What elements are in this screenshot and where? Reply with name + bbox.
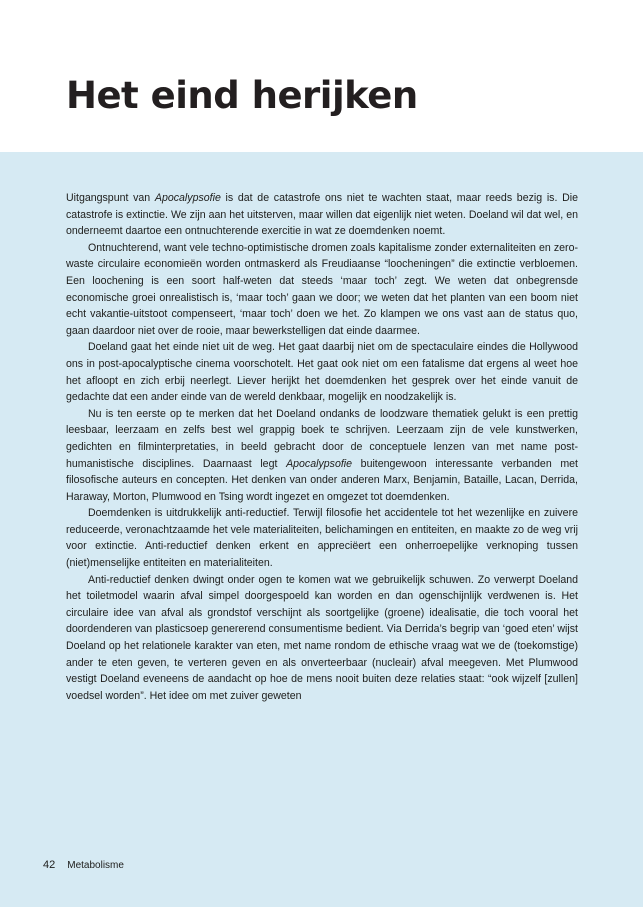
- italic-title: Apocalypsofie: [286, 457, 353, 470]
- body-band: [0, 152, 643, 907]
- title-band: [0, 0, 643, 152]
- page-title: Het eind herijken: [66, 74, 418, 117]
- body-paragraph: Ontnuchterend, want vele techno-optimistische dromen zoals kapitalisme zonder externaliteiten en zero-waste circulaire economieën worden ontmaskerd als Freudiaanse “loocheningen” die extinctie verbloemen. Een loochening is een soort half-weten dat steeds ‘maar toch’ zegt. We weten dat onbegrensde economische groei onrealistisch is, ‘maar toch’ gaan we door; we weten dat het planten van een boom niet echt vakantie-uitstoot compenseert, ‘maar toch’ doen we het. Zo klampen we ons vast aan de status quo, gaan daardoor niet over de rooie, maar bewerkstelligen dat einde daarmee.: [66, 241, 578, 337]
- body-paragraph: Anti-reductief denken dwingt onder ogen te komen wat we gebruikelijk schuwen. Zo verwerpt Doeland het toiletmodel waarin afval simpel doorgespoeld kan worden en dan ogenschijnlijk verdwenen is. Het circulaire idee van afval als grondstof verschijnt als soortgelijke (groene) idealisatie, die toch vooral het doordenderen van plasticsoep genererend consumentisme bedient. Via Derrida’s begrip van ‘goed eten’ wijst Doeland op het relationele karakter van eten, met name rondom de ethische vraag wat we de (toekomstige) ander te eten geven, te verteren geven en als onverteerbaar (nucleair) afval meegeven. Met Plumwood vestigt Doeland eveneens de aandacht op hoe de mens nooit buiten deze relaties staat: “ook wijzelf [zullen] voedsel worden”. Het idee om met zuiver geweten: [66, 573, 578, 702]
- running-head: Metabolisme: [67, 860, 124, 871]
- folio-number: 42: [43, 859, 56, 871]
- page-footer: [43, 859, 124, 871]
- body-paragraph: Nu is ten eerste op te merken dat het Doeland ondanks de loodzware thematiek gelukt is een prettig leesbaar, leerzaam en zelfs best wel grappig boek te schrijven. Leerzaam zijn de vele kunstwerken, gedichten en filminterpretaties, in beeld gebracht door de conceptuele lenzen van met name post-humanistische disciplines. Daarnaast legt Apocalypsofie buitengewoon interessante verbanden met filosofische auteurs en concepten. Het denken van onder anderen Marx, Benjamin, Bataille, Lacan, Derrida, Haraway, Morton, Plumwood en Tsing wordt ingezet en omgezet tot doemdenken.: [66, 407, 579, 503]
- italic-title: Apocalypsofie: [154, 192, 221, 204]
- text-column: [66, 190, 578, 704]
- body-paragraph: Doemdenken is uitdrukkelijk anti-reductief. Terwijl filosofie het accidentele tot het wezenlijke en zuivere reduceerde, veronachtzaamde het vele materialiteiten, belichamingen en entiteiten, en maakte zo de weg vrij voor extinctie. Anti-reductief denken erkent en appreciëert een onherroepelijke verknoping tussen (niet)menselijke entiteiten en materialiteiten.: [66, 507, 578, 570]
- body-paragraph: Doeland gaat het einde niet uit de weg. Het gaat daarbij niet om de spectaculaire eindes die Hollywood ons in post-apocalyptische cinema voorschotelt. Het gaat ook niet om een fatalisme dat ergens al weet hoe het afloopt en zich erbij neerlegt. Liever herijkt het doemdenken het gesprek over het einde vanuit de gedachte dat een ander einde van de wereld denkbaar, mogelijk en noodzakelijk is.: [66, 341, 578, 404]
- body-paragraph: Uitgangspunt van Apocalypsofie is dat de catastrofe ons niet te wachten staat, maar reeds bezig is. Die catastrofe is extinctie. We zijn aan het uitsterven, maar willen dat eigenlijk niet weten. Doeland wil dat wel, en onderneemt daartoe een ontnuchterende exercitie in wat ze doemdenken noemt.: [66, 192, 578, 238]
